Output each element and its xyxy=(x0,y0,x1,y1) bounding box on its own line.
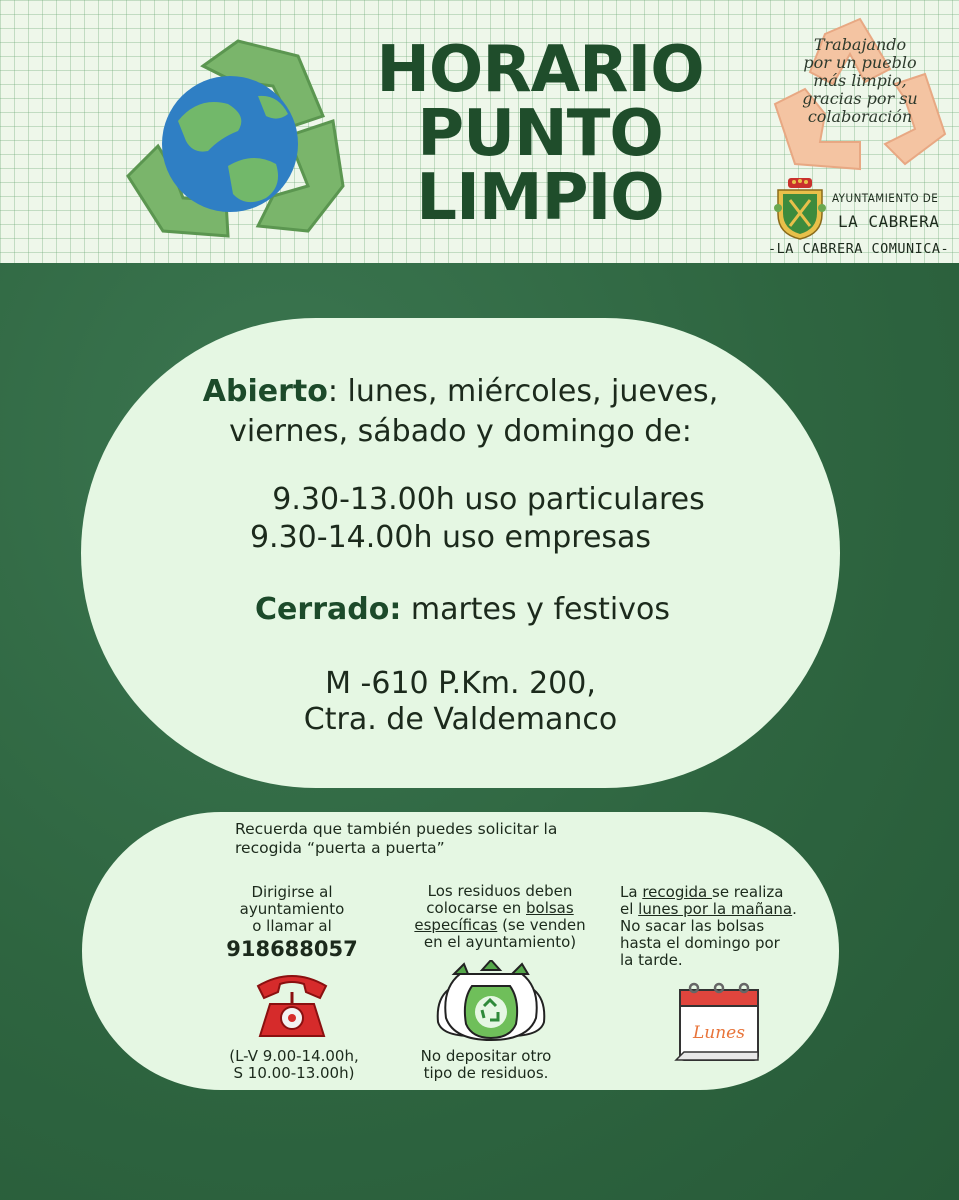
bags-line: Los residuos deben xyxy=(427,882,573,900)
office-hours-line: S 10.00-13.00h) xyxy=(233,1064,355,1082)
bags-text: colocarse en xyxy=(426,899,526,917)
office-hours-line: (L-V 9.00-14.00h, xyxy=(229,1047,359,1065)
collection-text: se realiza xyxy=(712,883,784,901)
motto-line: gracias por su xyxy=(802,89,918,108)
page-title xyxy=(340,33,740,235)
motto-block xyxy=(765,14,955,179)
collection-column xyxy=(620,884,830,969)
bags-line xyxy=(400,917,600,934)
open-days-line-2: viernes, sábado y domingo de: xyxy=(229,414,692,449)
collection-text: La xyxy=(620,883,643,901)
collection-line: hasta el domingo por xyxy=(620,934,780,952)
bags-line: en el ayuntamiento) xyxy=(423,933,577,951)
ayuntamiento-tagline: -LA CABRERA COMUNICA- xyxy=(768,241,950,257)
bags-text: (se venden xyxy=(497,916,586,934)
collection-underlined: recogida xyxy=(642,883,712,901)
address-line-1: M -610 P.Km. 200, xyxy=(325,666,596,701)
closed-label: Cerrado: xyxy=(255,592,402,627)
ayuntamiento-label: AYUNTAMIENTO DE xyxy=(832,191,939,205)
closed-line xyxy=(83,592,842,627)
recuerda-text xyxy=(235,820,695,858)
recuerda-line: recogida “puerta a puerta” xyxy=(235,839,445,857)
recuerda-line: Recuerda que también puedes solicitar la xyxy=(235,820,558,838)
motto-line: Trabajando xyxy=(813,35,907,54)
hours-business: 9.30-14.00h uso empresas xyxy=(249,520,652,555)
phone-number[interactable]: 918688057 xyxy=(226,937,358,961)
collection-line xyxy=(620,901,830,918)
title-line: PUNTO xyxy=(417,97,663,171)
collection-line: No sacar las bolsas xyxy=(620,917,765,935)
motto-line: colaboración xyxy=(807,107,913,126)
collection-text: el xyxy=(620,900,639,918)
calendar-icon xyxy=(674,980,764,1066)
coat-of-arms-icon xyxy=(772,178,828,240)
contact-line: o llamar al xyxy=(252,917,332,935)
no-other-waste-line: No depositar otro xyxy=(420,1047,552,1065)
no-other-waste xyxy=(408,1048,564,1082)
open-label: Abierto xyxy=(202,374,328,409)
bags-column xyxy=(400,883,600,951)
bags-line xyxy=(400,900,600,917)
contact-line: Dirigirse al xyxy=(251,883,333,901)
ayuntamiento-name: LA CABRERA xyxy=(838,212,940,231)
motto-line: por un pueblo xyxy=(803,53,917,72)
no-other-waste-line: tipo de residuos. xyxy=(423,1064,549,1082)
info-card xyxy=(82,812,839,1090)
bags-underlined: específicas xyxy=(414,916,498,934)
motto-line: más limpio, xyxy=(813,71,907,90)
contact-column xyxy=(222,884,362,963)
recycle-globe-icon xyxy=(108,26,353,258)
title-line: LIMPIO xyxy=(416,161,664,235)
address-line-2: Ctra. de Valdemanco xyxy=(303,702,618,737)
closed-days: martes y festivos xyxy=(401,592,670,627)
collection-line: la tarde. xyxy=(620,951,683,969)
collection-underlined: lunes por la mañana xyxy=(638,900,793,918)
bags-underlined: bolsas xyxy=(526,899,574,917)
collection-text: . xyxy=(792,900,797,918)
telephone-icon xyxy=(250,968,334,1040)
garbage-bags-icon xyxy=(432,960,550,1042)
open-days-line xyxy=(81,374,840,409)
calendar-word: Lunes xyxy=(693,1023,745,1043)
hours-private: 9.30-13.00h uso particulares xyxy=(272,482,705,517)
contact-line: ayuntamiento xyxy=(239,900,345,918)
office-hours xyxy=(214,1048,374,1082)
collection-line xyxy=(620,884,830,901)
schedule-card xyxy=(81,318,840,788)
title-line: HORARIO xyxy=(376,33,704,107)
open-days-text: : lunes, miércoles, jueves, xyxy=(327,374,719,409)
